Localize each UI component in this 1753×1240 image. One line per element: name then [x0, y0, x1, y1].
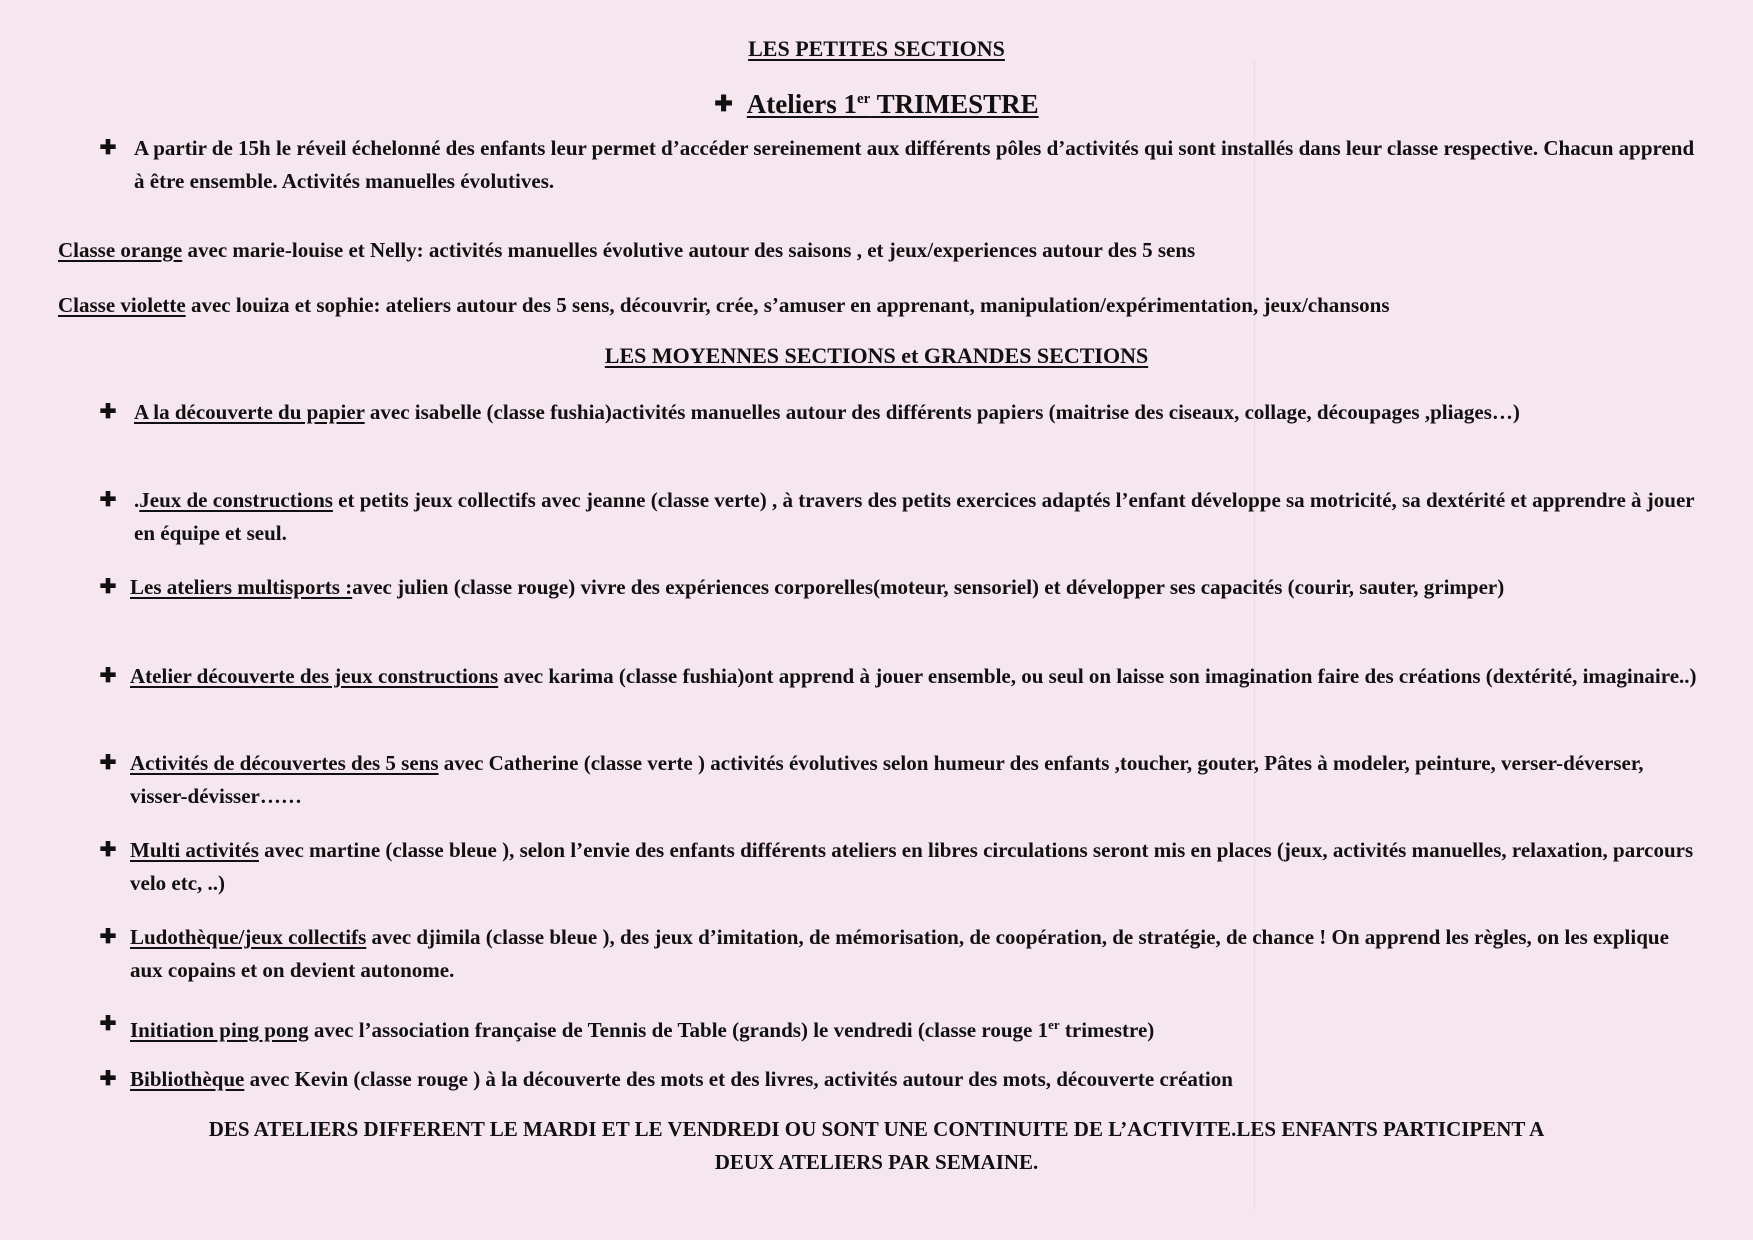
- classe-orange-line: [58, 234, 1718, 267]
- trimestre-heading-sup: er: [857, 91, 871, 107]
- item-text: avec djimila (classe bleue ), des jeux d’imitation, de mémorisation, de coopération, de stratégie, de chance ! On apprend les règles, on les explique aux copains et on devient autonome.: [130, 925, 1669, 982]
- arrow-down-bullet-icon: ✚: [99, 489, 117, 511]
- item-tail: trimestre): [1059, 1018, 1155, 1042]
- classe-violette-text: avec louiza et sophie: ateliers autour des 5 sens, découvrir, crée, s’amuser en apprenant, manipulation/expérimentation, jeux/chansons: [185, 293, 1390, 317]
- footer-note: [40, 1113, 1713, 1179]
- arrow-down-bullet-icon: ✚: [99, 1013, 117, 1035]
- item-text: avec martine (classe bleue ), selon l’envie des enfants différents ateliers en libres circulations seront mis en places (jeux, activités manuelles, relaxation, parcours velo etc, ..): [130, 838, 1694, 895]
- item-text: et petits jeux collectifs avec jeanne (classe verte) , à travers des petits exercices adaptés l’enfant développe sa motricité, sa dextérité et apprendre à jouer en équipe et seul.: [134, 488, 1695, 545]
- classe-violette-label: Classe violette: [58, 293, 186, 317]
- item-label: A la découverte du papier: [134, 400, 365, 424]
- item-text: avec Catherine (classe verte ) activités évolutives selon humeur des enfants ,toucher, gouter, Pâtes à modeler, peinture, verser-déverser, visser-dévisser……: [130, 751, 1644, 808]
- item-label: Atelier découverte des jeux constructions: [130, 664, 499, 688]
- item-label: Activités de découvertes des 5 sens: [130, 751, 439, 775]
- classe-orange-text: avec marie-louise et Nelly: activités manuelles évolutive autour des saisons , et jeux/experiences autour des 5 sens: [182, 238, 1196, 262]
- item-label: Les ateliers multisports :: [130, 575, 353, 599]
- ateliers-trimestre-heading: [0, 89, 1753, 120]
- classe-orange-label: Classe orange: [58, 238, 183, 262]
- arrow-down-bullet-icon: ✚: [99, 839, 117, 861]
- moyennes-sections-heading: LES MOYENNES SECTIONS et GRANDES SECTIONS: [604, 343, 1149, 368]
- item-text: avec Kevin (classe rouge ) à la découverte des mots et des livres, activités autour des mots, découverte création: [244, 1067, 1233, 1091]
- item-text: avec julien (classe rouge) vivre des expériences corporelles(moteur, sensoriel) et développer ses capacités (courir, sauter, grimper): [352, 575, 1505, 599]
- arrow-down-bullet-icon: ✚: [99, 926, 117, 948]
- item-sup: er: [1048, 1017, 1060, 1032]
- arrow-down-bullet-icon: ✚: [99, 665, 117, 687]
- arrow-down-bullet-icon: ✚: [99, 401, 117, 423]
- item-prefix: .: [134, 488, 140, 512]
- footer-line-2: DEUX ATELIERS PAR SEMAINE.: [714, 1150, 1039, 1174]
- arrow-down-bullet-icon: ✚: [99, 137, 117, 159]
- item-label: Ludothèque/jeux collectifs: [130, 925, 367, 949]
- item-text: avec isabelle (classe fushia)activités manuelles autour des différents papiers (maitrise des ciseaux, collage, découpages ,pliages…): [364, 400, 1520, 424]
- intro-text: A partir de 15h le réveil échelonné des enfants leur permet d’accéder sereinement aux différents pôles d’activités qui sont installés dans leur classe respective. Chacun apprend à être ensemble. Activités manuelles évolutives.: [134, 136, 1695, 193]
- arrow-down-bullet-icon: ✚: [99, 1068, 117, 1090]
- petites-sections-heading: LES PETITES SECTIONS: [748, 36, 1005, 61]
- trimestre-heading-post: TRIMESTRE: [870, 89, 1039, 119]
- trimestre-heading-pre: Ateliers 1: [746, 89, 857, 119]
- item-label: Bibliothèque: [130, 1067, 245, 1091]
- arrow-down-bullet-icon: ✚: [714, 91, 733, 116]
- item-label: Jeux de constructions: [139, 488, 333, 512]
- item-label: Multi activités: [130, 838, 259, 862]
- item-label: Initiation ping pong: [130, 1018, 309, 1042]
- arrow-down-bullet-icon: ✚: [99, 576, 117, 598]
- arrow-down-bullet-icon: ✚: [99, 752, 117, 774]
- classe-violette-line: [58, 289, 1718, 322]
- item-text: avec karima (classe fushia)ont apprend à jouer ensemble, ou seul on laisse son imagination faire des créations (dextérité, imaginaire..): [498, 664, 1697, 688]
- item-text: avec l’association française de Tennis de Table (grands) le vendredi (classe rouge 1: [308, 1018, 1049, 1042]
- footer-line-1: DES ATELIERS DIFFERENT LE MARDI ET LE VENDREDI OU SONT UNE CONTINUITE DE L’ACTIVITE.LES ENFANTS PARTICIPENT A: [208, 1117, 1545, 1141]
